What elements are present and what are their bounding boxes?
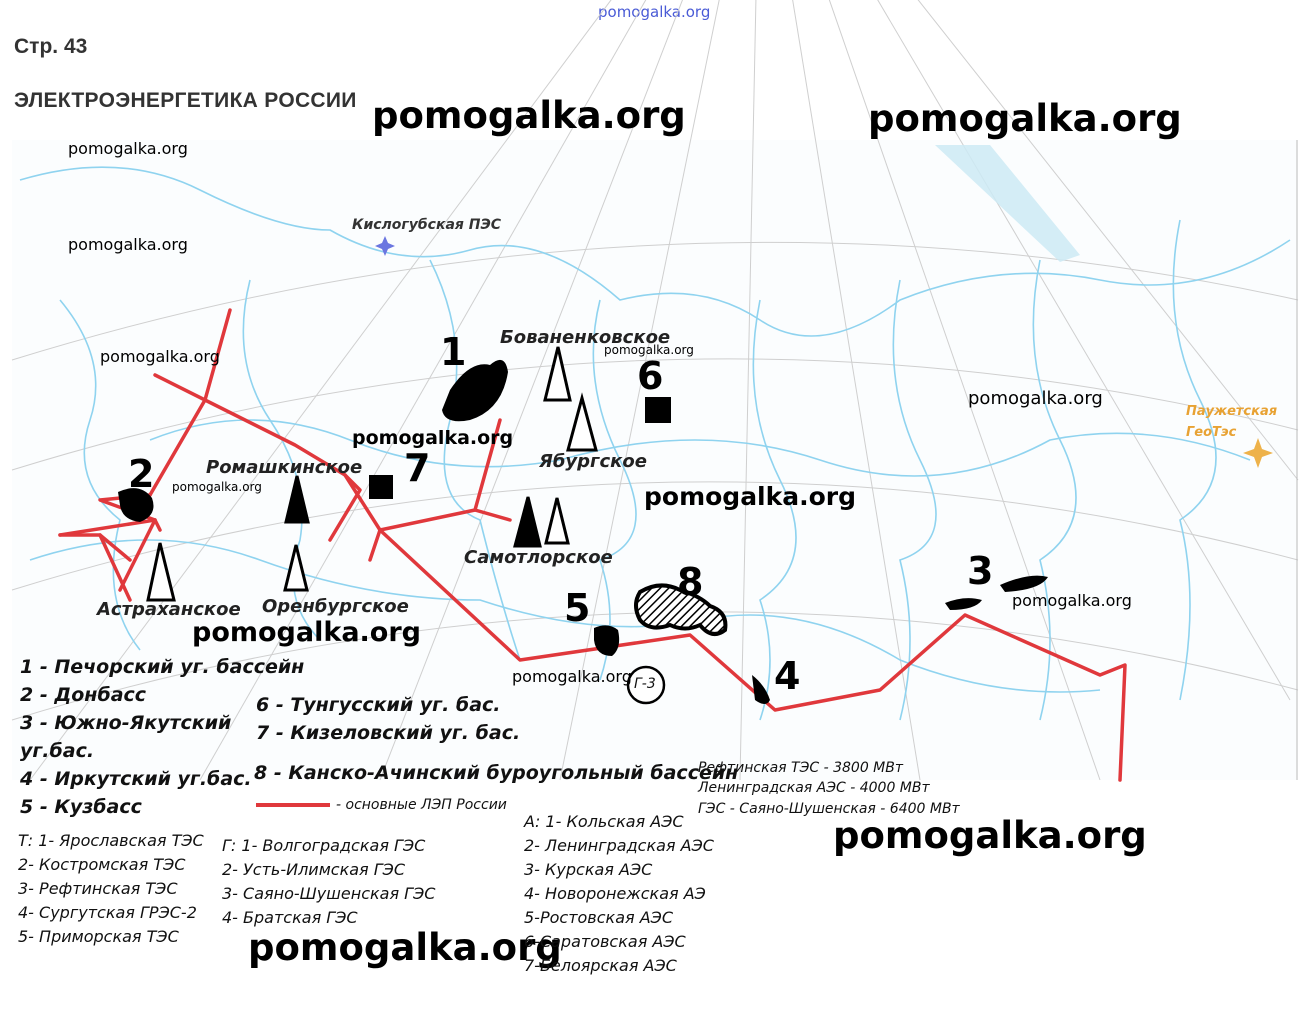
ges-3: 3- Саяно-Шушенская ГЭС [222, 884, 436, 903]
tes-3: 3- Рефтинская ТЭС [18, 879, 178, 898]
number-6: 6 [637, 354, 664, 398]
legend-coal-3b: уг.бас. [20, 740, 95, 762]
label-romashkinskoe: Ромашкинское [206, 457, 363, 478]
watermark-big: pomogalka.org [833, 814, 1147, 857]
aes-5: 5-Ростовская АЭС [524, 908, 673, 927]
watermark-top: pomogalka.org [598, 3, 711, 21]
record-2: Ленинградская АЭС - 4000 МВт [698, 780, 930, 796]
watermark-small: pomogalka.org [512, 667, 632, 686]
tes-5: 5- Приморская ТЭС [18, 927, 179, 946]
watermark-tiny: pomogalka.org [604, 343, 694, 357]
tes-1: Т: 1- Ярославская ТЭС [18, 831, 204, 850]
label-bovanenkovskoe: Бованенковское [500, 327, 671, 348]
legend-coal-5: 5 - Кузбасс [20, 796, 142, 818]
watermark-small: pomogalka.org [68, 139, 188, 158]
label-kislogubskaya: Кислогубская ПЭС [352, 217, 502, 233]
aes-2: 2- Ленинградская АЭС [524, 836, 714, 855]
label-orenburgskoe: Оренбургское [262, 596, 409, 617]
record-1: Рефтинская ТЭС - 3800 МВт [698, 760, 904, 776]
number-3: 3 [967, 549, 994, 593]
watermark-big: pomogalka.org [644, 482, 857, 511]
watermark-big: pomogalka.org [248, 926, 562, 969]
watermark-small: pomogalka.org [68, 235, 188, 254]
legend-coal-6: 6 - Тунгусский уг. бас. [256, 694, 501, 716]
legend-coal-8: 8 - Канско-Ачинский буроугольный бассейн [254, 762, 739, 784]
label-samotlorskoe: Самотлорское [464, 547, 613, 568]
aes-3: 3- Курская АЭС [524, 860, 653, 879]
number-4: 4 [774, 654, 801, 698]
aes-4: 4- Новоронежская АЭ [524, 884, 706, 903]
watermark-small: pomogalka.org [1012, 591, 1132, 610]
ges-1: Г: 1- Волгоградская ГЭС [222, 836, 426, 855]
ges-4: 4- Братская ГЭС [222, 908, 358, 927]
watermark-big: pomogalka.org [868, 97, 1182, 140]
ges-2: 2- Усть-Илимская ГЭС [222, 860, 406, 879]
legend-coal-3: 3 - Южно-Якутский [20, 712, 232, 734]
legend-coal-2: 2 - Донбасс [20, 684, 147, 706]
kizel-basin-square [369, 475, 393, 499]
label-g3: Г-3 [634, 676, 656, 692]
number-8: 8 [677, 560, 704, 604]
number-5: 5 [564, 586, 591, 630]
aes-1: А: 1- Кольская АЭС [524, 812, 684, 831]
tunguska-basin-square [645, 397, 671, 423]
page-title: ЭЛЕКТРОЭНЕРГЕТИКА РОССИИ [14, 89, 357, 112]
number-1: 1 [440, 330, 467, 374]
aes-6: 6-Саратовская АЭС [524, 932, 686, 951]
label-pauzhetskaya-1: Паужетская [1186, 404, 1278, 419]
legend-lep: - основные ЛЭП России [336, 797, 507, 813]
number-7: 7 [404, 446, 431, 490]
watermark-tiny: pomogalka.org [172, 480, 262, 494]
watermark-big: pomogalka.org [192, 617, 421, 648]
watermark-big: pomogalka.org [352, 427, 514, 449]
legend-coal-7: 7 - Кизеловский уг. бас. [256, 722, 521, 744]
record-3: ГЭС - Саяно-Шушенская - 6400 МВт [698, 801, 960, 817]
tes-2: 2- Костромская ТЭС [18, 855, 186, 874]
label-astrakhanskoe: Астраханское [97, 599, 241, 620]
label-yamburgskoe: Ябургское [539, 451, 647, 472]
number-2: 2 [128, 452, 155, 496]
watermark-small: pomogalka.org [100, 347, 220, 366]
aes-7: 7-Белоярская АЭС [524, 956, 677, 975]
watermark-big: pomogalka.org [372, 94, 686, 137]
watermark-small: pomogalka.org [968, 388, 1103, 409]
tes-4: 4- Сургутская ГРЭС-2 [18, 903, 197, 922]
label-pauzhetskaya-2: ГеоТэс [1186, 425, 1237, 440]
legend-coal-4: 4 - Иркутский уг.бас. [20, 768, 252, 790]
page-number: Стр. 43 [14, 35, 88, 58]
legend-coal-1: 1 - Печорский уг. бассейн [20, 656, 305, 678]
